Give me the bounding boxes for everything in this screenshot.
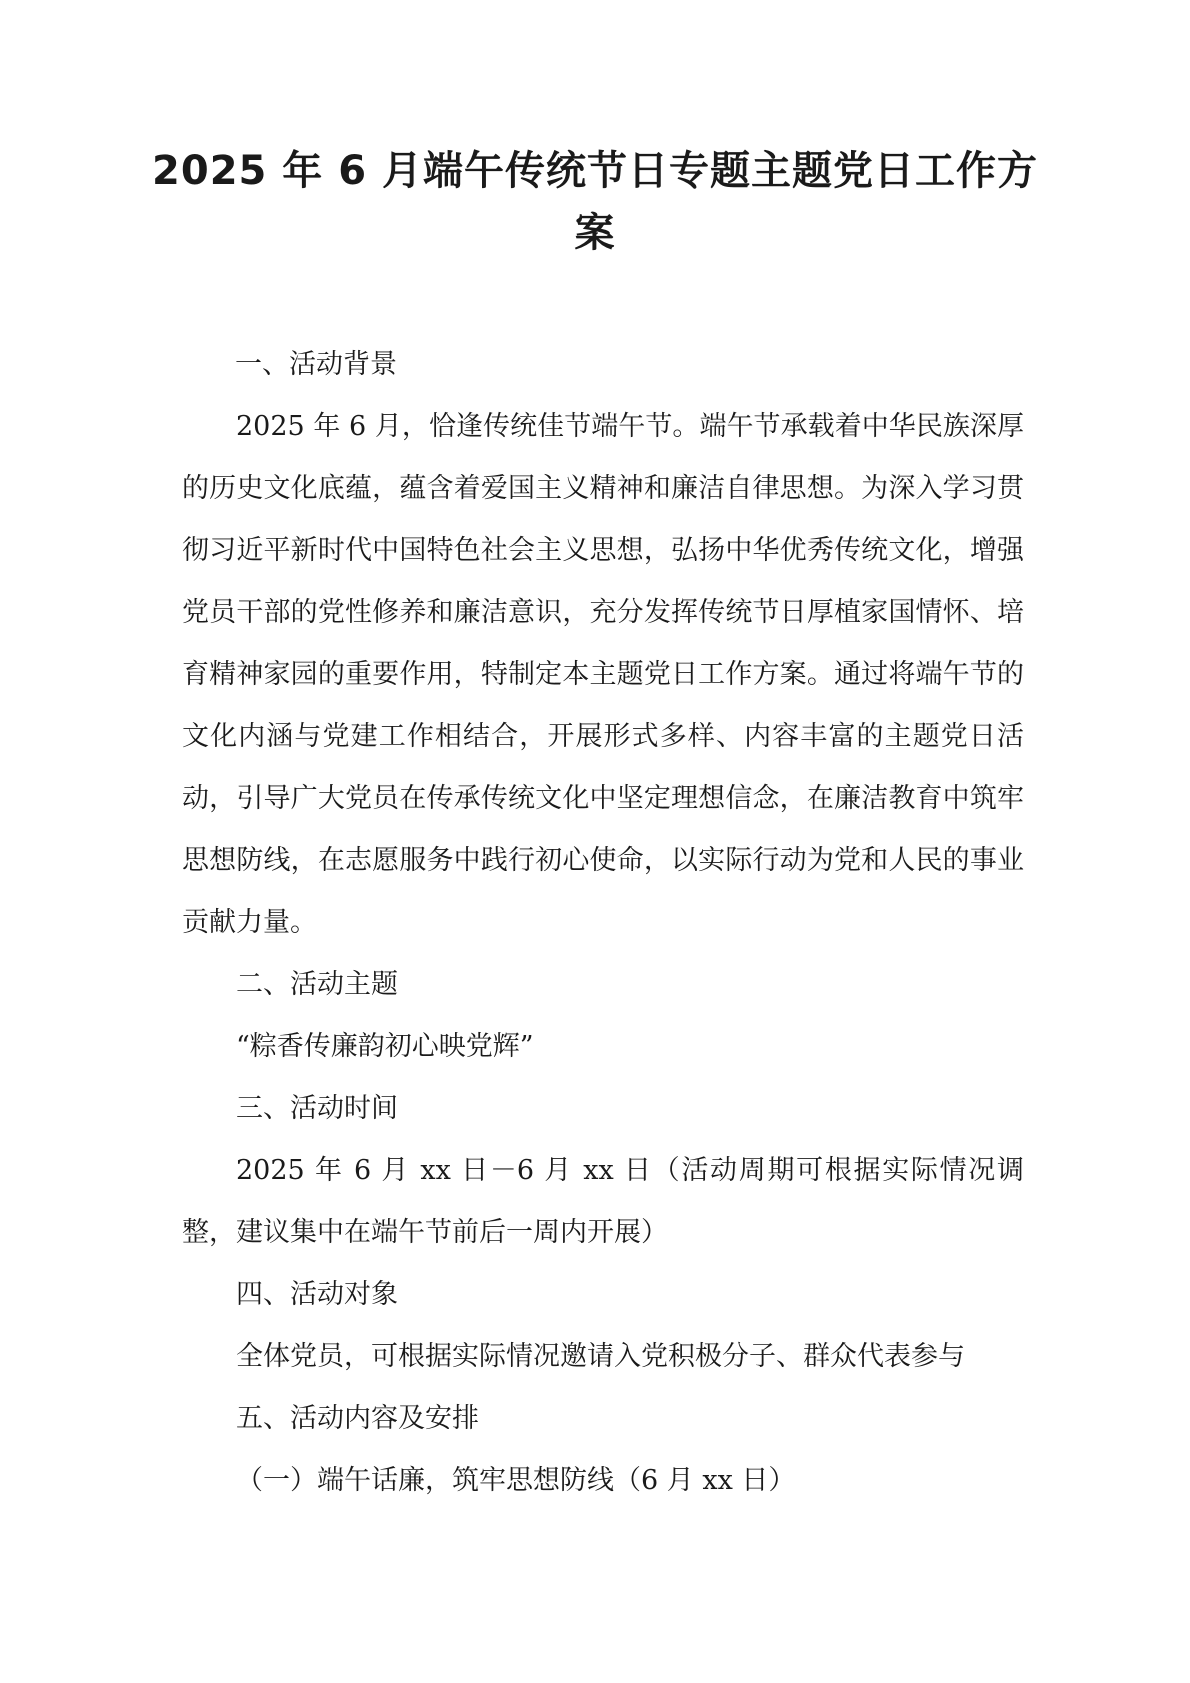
- subsection-heading-1: （一）端午话廉，筑牢思想防线（6 月 xx 日）: [236, 1465, 796, 1496]
- section-heading-time: 三、活动时间: [236, 1093, 398, 1124]
- document-title: 2025 年 6 月端午传统节日专题主题党日工作方案: [152, 148, 1038, 256]
- document-body: [182, 334, 1024, 1512]
- section-body-background: 2025 年 6 月，恰逢传统佳节端午节。端午节承载着中华民族深厚的历史文化底蕴，蕴含着爱国主义精神和廉洁自律思想。为深入学习贯彻习近平新时代中国特色社会主义思想，弘扬中华优秀传统文化，增强党员干部的党性修养和廉洁意识，充分发挥传统节日厚植家国情怀、培育精神家园的重要作用，特制定本主题党日工作方案。通过将端午节的文化内涵与党建工作相结合，开展形式多样、内容丰富的主题党日活动，引导广大党员在传承传统文化中坚定理想信念，在廉洁教育中筑牢思想防线，在志愿服务中践行初心使命，以实际行动为党和人民的事业贡献力量。: [182, 411, 1024, 938]
- section-heading-content: 五、活动内容及安排: [236, 1403, 479, 1434]
- section-body-participants: 全体党员，可根据实际情况邀请入党积极分子、群众代表参与: [236, 1341, 965, 1372]
- section-heading-theme: 二、活动主题: [236, 969, 398, 1000]
- section-body-theme: “粽香传廉韵初心映党辉”: [236, 1031, 534, 1062]
- section-heading-participants: 四、活动对象: [236, 1279, 398, 1310]
- section-body-time: 2025 年 6 月 xx 日－6 月 xx 日（活动周期可根据实际情况调整，建议集中在端午节前后一周内开展）: [182, 1155, 1024, 1248]
- section-heading-background: 一、活动背景: [235, 349, 397, 380]
